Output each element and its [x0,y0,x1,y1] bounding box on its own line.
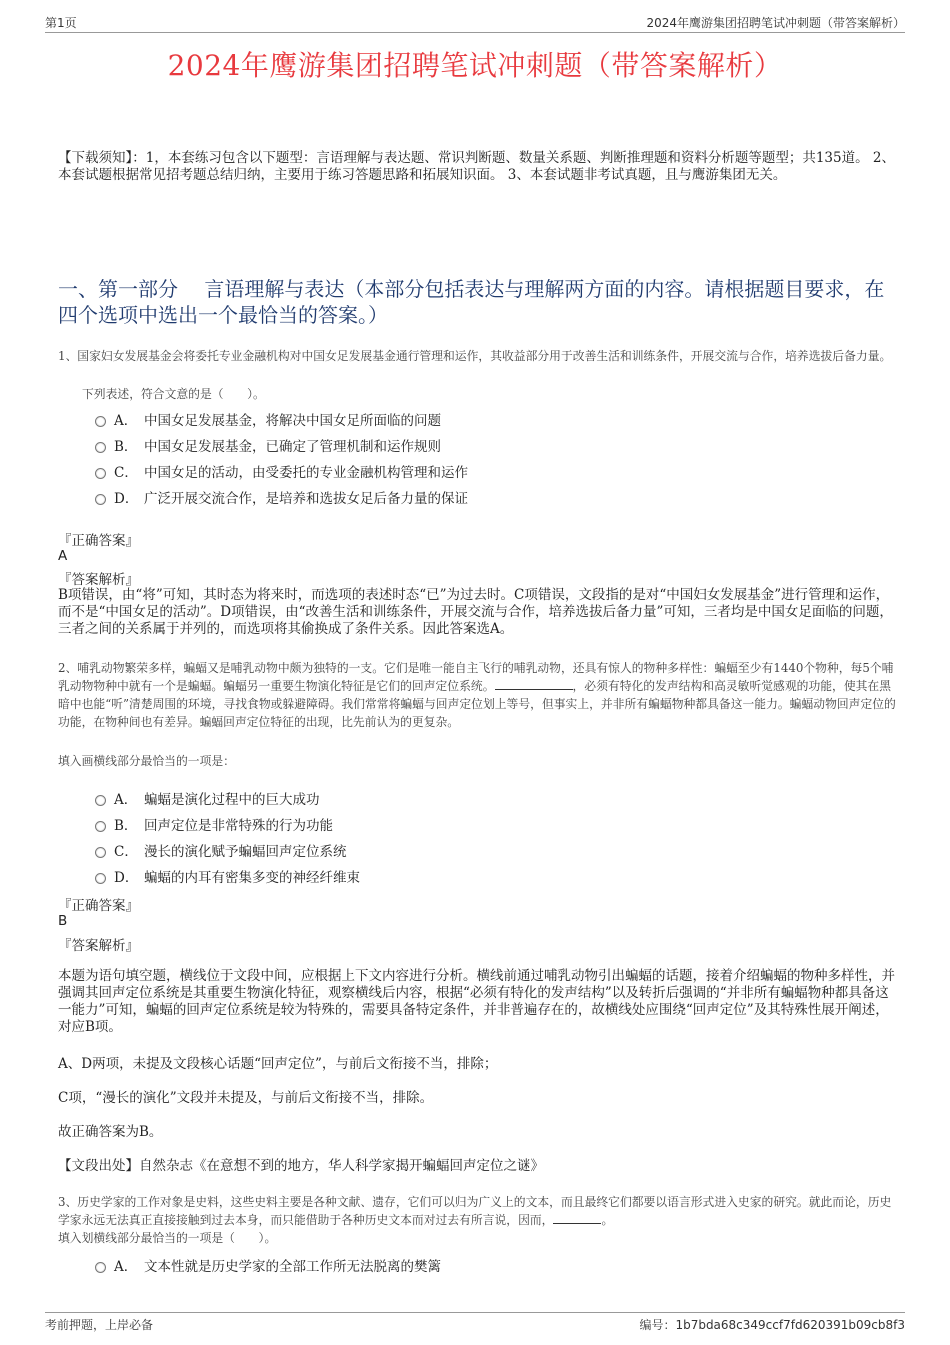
question-3-option-a[interactable]: A． 文本性就是历史学家的全部工作所无法脱离的樊篱 [95,1255,441,1275]
header-divider [45,32,905,33]
page-title: 2024年鹰游集团招聘笔试冲刺题（带答案解析） [167,49,783,82]
question-2-analysis-c: C项，“漫长的演化”文段并未提及，与前后文衔接不当，排除。 [58,1090,434,1106]
question-2-answer-label: 『正确答案』 [58,898,139,914]
radio-icon[interactable] [95,1262,106,1273]
radio-icon[interactable] [95,442,106,453]
radio-icon[interactable] [95,468,106,479]
footer-slogan: 考前押题，上岸必备 [45,1318,154,1332]
question-2-stem: 2、哺乳动物繁荣多样，蝙蝠又是哺乳动物中颇为独特的一支。它们是唯一能自主飞行的哺乳动物，还具有惊人的物种多样性：蝙蝠至少有1440个物种，每5个哺乳动物物种中就有一个是蝙蝠。蝙蝠另一重要生物演化特征是它们的回声定位系统。 ，必须有特化的发声结构和高灵敏听觉感观的功能，使其在黑暗中也能“听”清楚周围的环境，寻找食物或躲避障碍。我们常常将蝙蝠与回声定位划上等号，但事实上，并非所有蝙蝠物种都具备这一能力。蝙蝠动物回声定位的功能，在物种间也有差异。蝙蝠回声定位特征的出现，比先前认为的更复杂。 [58,661,896,729]
question-2-option-b[interactable]: B． 回声定位是非常特殊的行为功能 [95,814,333,834]
question-2-analysis-label: 『答案解析』 [58,938,139,954]
question-2-analysis: 本题为语句填空题，横线位于文段中间，应根据上下文内容进行分析。横线前通过哺乳动物引出蝙蝠的话题，接着介绍蝙蝠的物种多样性，并强调其回声定位系统是其重要生物演化特征，观察横线后内容，根据“必须有特化的发声结构”以及转折后强调的“并非所有蝙蝠物种都具备这一能力”可知，蝙蝠的回声定位系统是较为特殊的，需要具备特定条件，并非普遍存在的，故横线处应围绕“回声定位”及其特殊性展开阐述，对应B项。 [58,968,895,1035]
question-1-option-b[interactable]: B． 中国女足发展基金，已确定了管理机制和运作规则 [95,435,441,455]
question-2-option-d[interactable]: D． 蝙蝠的内耳有密集多变的神经纤维束 [95,866,360,886]
question-1-answer: A [58,548,68,564]
fill-in-blank [553,1212,601,1224]
footer-document-id: 编号：1b7bda68c349ccf7fd620391b09cb8f3 [639,1318,905,1332]
fill-in-blank [495,678,573,690]
download-notice: 【下载须知】：1，本套练习包含以下题型：言语理解与表达题、常识判断题、数量关系题、判断推理题和资料分析题等题型；共135道。 2、本套试题根据常见招考题总结归纳，主要用于练习答题思路和拓展知识面。 3、本套试题非考试真题，且与鹰游集团无关。 [58,150,895,183]
question-2-source: 【文段出处】自然杂志《在意想不到的地方，华人科学家揭开蝙蝠回声定位之谜》 [58,1158,544,1174]
question-2-option-a[interactable]: A． 蝙蝠是演化过程中的巨大成功 [95,788,320,808]
question-2-answer: B [58,913,68,929]
radio-icon[interactable] [95,847,106,858]
question-2-analysis-ad: A、D两项，未提及文段核心话题“回声定位”，与前后文衔接不当，排除； [58,1056,498,1072]
radio-icon[interactable] [95,795,106,806]
header-doc-title: 2024年鹰游集团招聘笔试冲刺题（带答案解析） [646,16,905,30]
question-1-stem: 1、国家妇女发展基金会将委托专业金融机构对中国女足发展基金通行管理和运作，其收益部分用于改善生活和训练条件，开展交流与合作，培养选拔后备力量。 [58,349,892,363]
question-2-conclusion: 故正确答案为B。 [58,1124,163,1140]
radio-icon[interactable] [95,873,106,884]
question-3-stem: 3、历史学家的工作对象是史料，这些史料主要是各种文献、遗存，它们可以归为广义上的文本，而且最终它们都要以语言形式进入史家的研究。就此而论，历史学家永远无法真正直接接触到过去本身，而只能借助于各种历史文本而对过去有所言说，因而， 。 [58,1195,892,1227]
radio-icon[interactable] [95,821,106,832]
question-2-option-c[interactable]: C． 漫长的演化赋予蝙蝠回声定位系统 [95,840,347,860]
question-1-analysis: B项错误，由“将”可知，其时态为将来时，而选项的表述时态“已”为过去时。C项错误，文段指的是对“中国妇女发展基金”进行管理和运作，而不是“中国女足的活动”。D项错误，由“改善生活和训练条件，开展交流与合作，培养选拔后备力量”可知，三者均是中国女足面临的问题，三者之间的关系属于并列的，而选项将其偷换成了条件关系。因此答案选A。 [58,587,893,637]
question-1-option-d[interactable]: D． 广泛开展交流合作，是培养和选拔女足后备力量的保证 [95,487,468,507]
question-1-answer-label: 『正确答案』 [58,533,139,549]
question-1-option-c[interactable]: C． 中国女足的活动，由受委托的专业金融机构管理和运作 [95,461,468,481]
question-2-prompt: 填入画横线部分最恰当的一项是： [58,754,235,768]
page-number: 第1页 [45,16,77,30]
radio-icon[interactable] [95,494,106,505]
radio-icon[interactable] [95,416,106,427]
question-3-prompt: 填入划横线部分最恰当的一项是（ ）。 [58,1231,277,1245]
section-heading: 一、第一部分 言语理解与表达（本部分包括表达与理解两方面的内容。请根据题目要求，在四个选项中选出一个最恰当的答案。） [58,277,885,327]
question-1-option-a[interactable]: A． 中国女足发展基金，将解决中国女足所面临的问题 [95,409,441,429]
footer-divider [45,1312,905,1313]
question-1-prompt: 下列表述，符合文意的是（ ）。 [82,387,265,401]
question-1-analysis-label: 『答案解析』 [58,572,139,588]
